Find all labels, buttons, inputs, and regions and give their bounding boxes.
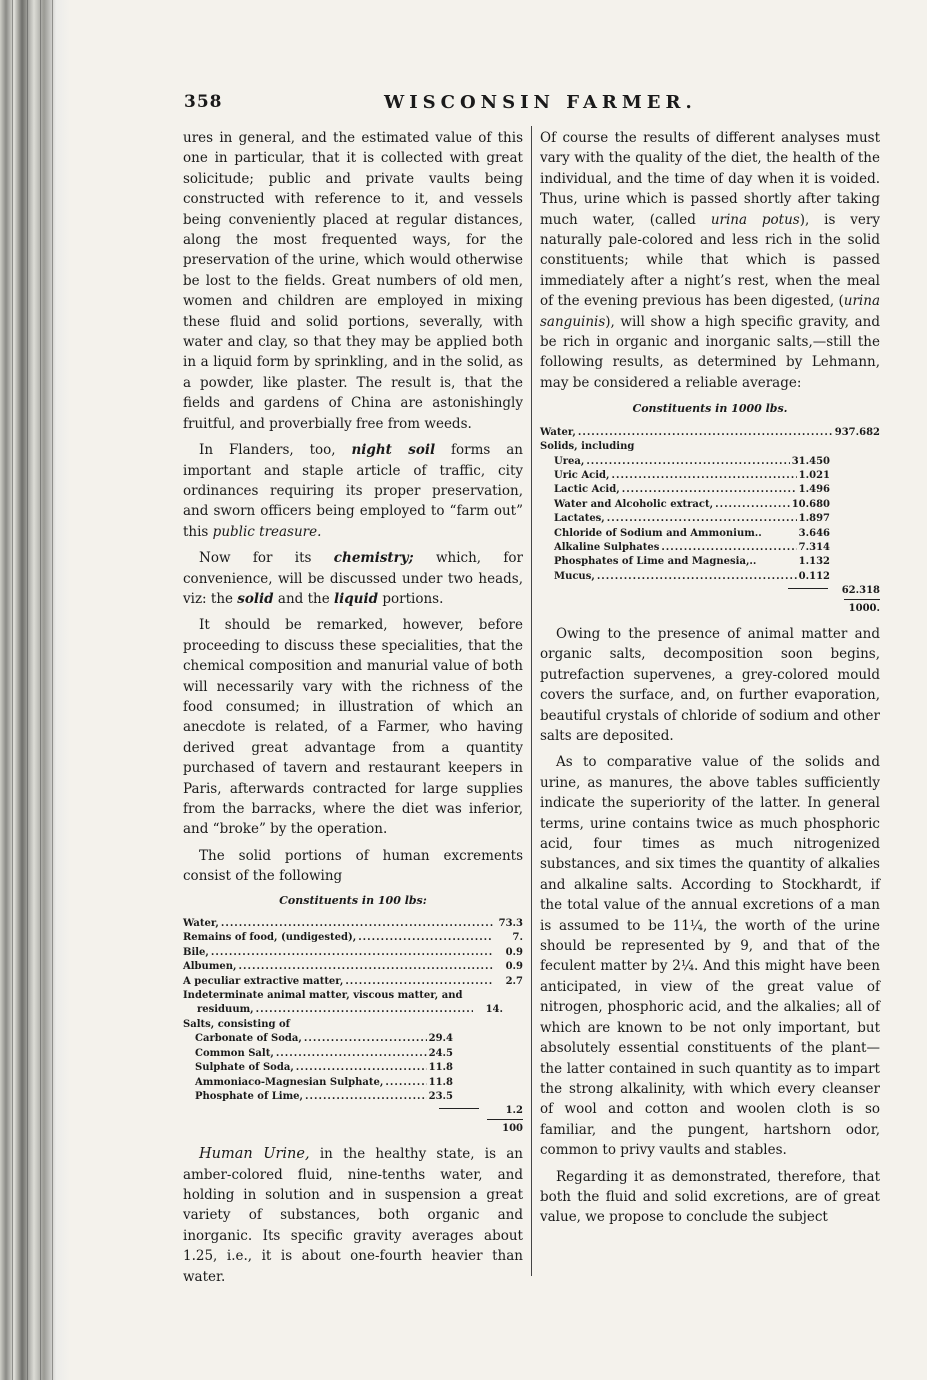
table-row: Phosphate of Lime, ..... 23.5 bbox=[183, 1090, 523, 1104]
table-row: Carbonate of Soda, ..... 29.4 bbox=[183, 1032, 523, 1046]
table-row: Water and Alcoholic extract, ..... 10.680 bbox=[540, 498, 880, 512]
table-row: A peculiar extractive matter, ..... 2.7 bbox=[183, 975, 523, 989]
table-row: Solids, including bbox=[540, 441, 635, 453]
left-column bbox=[183, 128, 523, 1293]
table-row: Ammoniaco-Magnesian Sulphate, ..... 11.8 bbox=[183, 1076, 523, 1090]
right-column bbox=[540, 128, 880, 1234]
grand-total: 100 bbox=[183, 1119, 523, 1136]
paragraph: ures in general, and the estimated value of this one in particular, that it is collected with great solicitude; public and private vaults being constructed with reference to it, and vessels being conveniently placed at regular distances, along the most frequented ways, for the preservation of the urine, which would otherwise be lost to the fields. Great numbers of old men, women and children are employed in mixing these fluid and solid portions, severally, with water and clay, so that they may be applied both in a liquid form by sprinkling, and in the solid, as a powder, like plaster. The result is, that the fields and gardens of China are astonishingly fruitful, and proverbially free from weeds. bbox=[183, 130, 523, 432]
paragraph: Regarding it as demonstrated, therefore, that both the fluid and solid excretions, are of great value, we propose to conclude the subject bbox=[540, 1168, 880, 1226]
table-row: Indeterminate animal matter, viscous matter, and bbox=[183, 990, 463, 1002]
page-number: 358 bbox=[184, 92, 223, 112]
paragraph: The solid portions of human excrements consist of the following bbox=[183, 847, 523, 885]
table-row: Uric Acid, ..... 1.021 bbox=[540, 469, 880, 483]
table-row: Albumen, ..... 0.9 bbox=[183, 960, 523, 974]
table-row: Water, ..... 73.3 bbox=[183, 917, 523, 931]
column-divider bbox=[531, 126, 532, 1276]
paragraph-analyses: Of course the results of different analyses must vary with the quality of the diet, the health of the individual, and the time of day when it is voided. Thus, urine which is passed shortly after taking much water, (called urina potus), is very naturally pale-colored and less rich in the solid constituents; while that which is passed immediately after a night’s rest, when the meal of the evening previous has been digested, (urina sanguinis), will show a high specific gravity, and be rich in organic and inorganic salts,—still the following results, as determined by Lehmann, may be considered a reliable average: bbox=[540, 130, 880, 391]
paragraph-human-urine: Human Urine, in the healthy state, is an amber-colored fluid, nine-tenths water, and holding in solution and in suspension a great variety of substances, both organic and inorganic. Its specific gravity averages about 1.25, i.e., it is about one-fourth heavier than water. bbox=[183, 1146, 523, 1285]
table-row: Bile, ..... 0.9 bbox=[183, 946, 523, 960]
table-row: Lactates, ..... 1.897 bbox=[540, 512, 880, 526]
table-title: Constituents in 100 lbs: bbox=[279, 893, 427, 907]
book-binding-edge bbox=[0, 0, 70, 1380]
grand-total: 1000. bbox=[540, 599, 880, 616]
table-row: Urea, ..... 31.450 bbox=[540, 455, 880, 469]
table-row: Remains of food, (undigested), ..... 7. bbox=[183, 931, 523, 945]
paragraph: As to comparative value of the solids and urine, as manures, the above tables sufficiently indicate the superiority of the latter. In general terms, urine contains twice as much phosphoric acid, four times as much nitrogenized substances, and six times the quantity of alkalies and alkaline salts. According to Stockhardt, if the total value of the annual excretions of a man is assumed to be 11¼, the worth of the urine should be represented by 9, and that of the feculent matter by 2¼. And this might have been anticipated, in view of the great value of nitrogen, phosphoric acid, and the alkalies; all of which are known to be not only important, but absolutely essential constituents of the plant—the latter contained in such quantity as to impart the strong alkalinity, with which every cleanser of wool and cotton and woolen cloth is so familiar, and the pungent, hartshorn odor, common to privy vaults and stables. bbox=[540, 754, 880, 1159]
table-row: Alkaline Sulphates ..... 7.314 bbox=[540, 541, 880, 555]
table-row: Common Salt, ..... 24.5 bbox=[183, 1047, 523, 1061]
running-title: WISCONSIN FARMER. bbox=[384, 92, 697, 113]
table-row: Phosphates of Lime and Magnesia,.. 1.132 bbox=[554, 556, 830, 568]
paragraph: Owing to the presence of animal matter and organic salts, decomposition soon begins, putrefaction supervenes, a grey-colored mould covers the surface, and, on further evaporation, beautiful crystals of chloride of sodium and other salts are deposited. bbox=[540, 625, 880, 744]
table-row: Chloride of Sodium and Ammonium.. 3.646 bbox=[554, 527, 830, 539]
solids-total: 62.318 bbox=[540, 584, 880, 598]
urine-constituents-table bbox=[540, 426, 880, 616]
table-title: Constituents in 1000 lbs. bbox=[632, 402, 788, 416]
table-row: residuum, ..... 14. bbox=[183, 1003, 523, 1017]
page-header bbox=[184, 92, 884, 120]
table-row: Mucus, ..... 0.112 bbox=[540, 570, 880, 584]
paragraph-chemistry: Now for its chemistry; which, for convenience, will be discussed under two heads, viz: the solid and the liquid portions. bbox=[183, 550, 523, 607]
paragraph-flanders: In Flanders, too, night soil forms an important and staple article of traffic, city ordinances requiring its proper preservation, and sworn officers being employed to “farm out” this public treasure. bbox=[183, 442, 523, 540]
paragraph: It should be remarked, however, before proceeding to discuss these specialities, that the chemical composition and manurial value of both will necessarily vary with the richness of the food consumed; in illustration of which an anecdote is related, of a Farmer, who having derived great advantage from a quantity purchased of tavern and restaurant keepers in Paris, afterwards contracted for large supplies from the barracks, where the diet was inferior, and “broke” by the operation. bbox=[183, 617, 523, 838]
solid-constituents-table bbox=[183, 917, 523, 1136]
table-row: Sulphate of Soda, ..... 11.8 bbox=[183, 1061, 523, 1075]
table-row: Salts, consisting of bbox=[183, 1018, 290, 1030]
table-row: Water, ..... 937.682 bbox=[540, 426, 880, 440]
salts-total: 1.2 bbox=[183, 1104, 523, 1118]
table-row: Lactic Acid, ..... 1.496 bbox=[540, 483, 880, 497]
